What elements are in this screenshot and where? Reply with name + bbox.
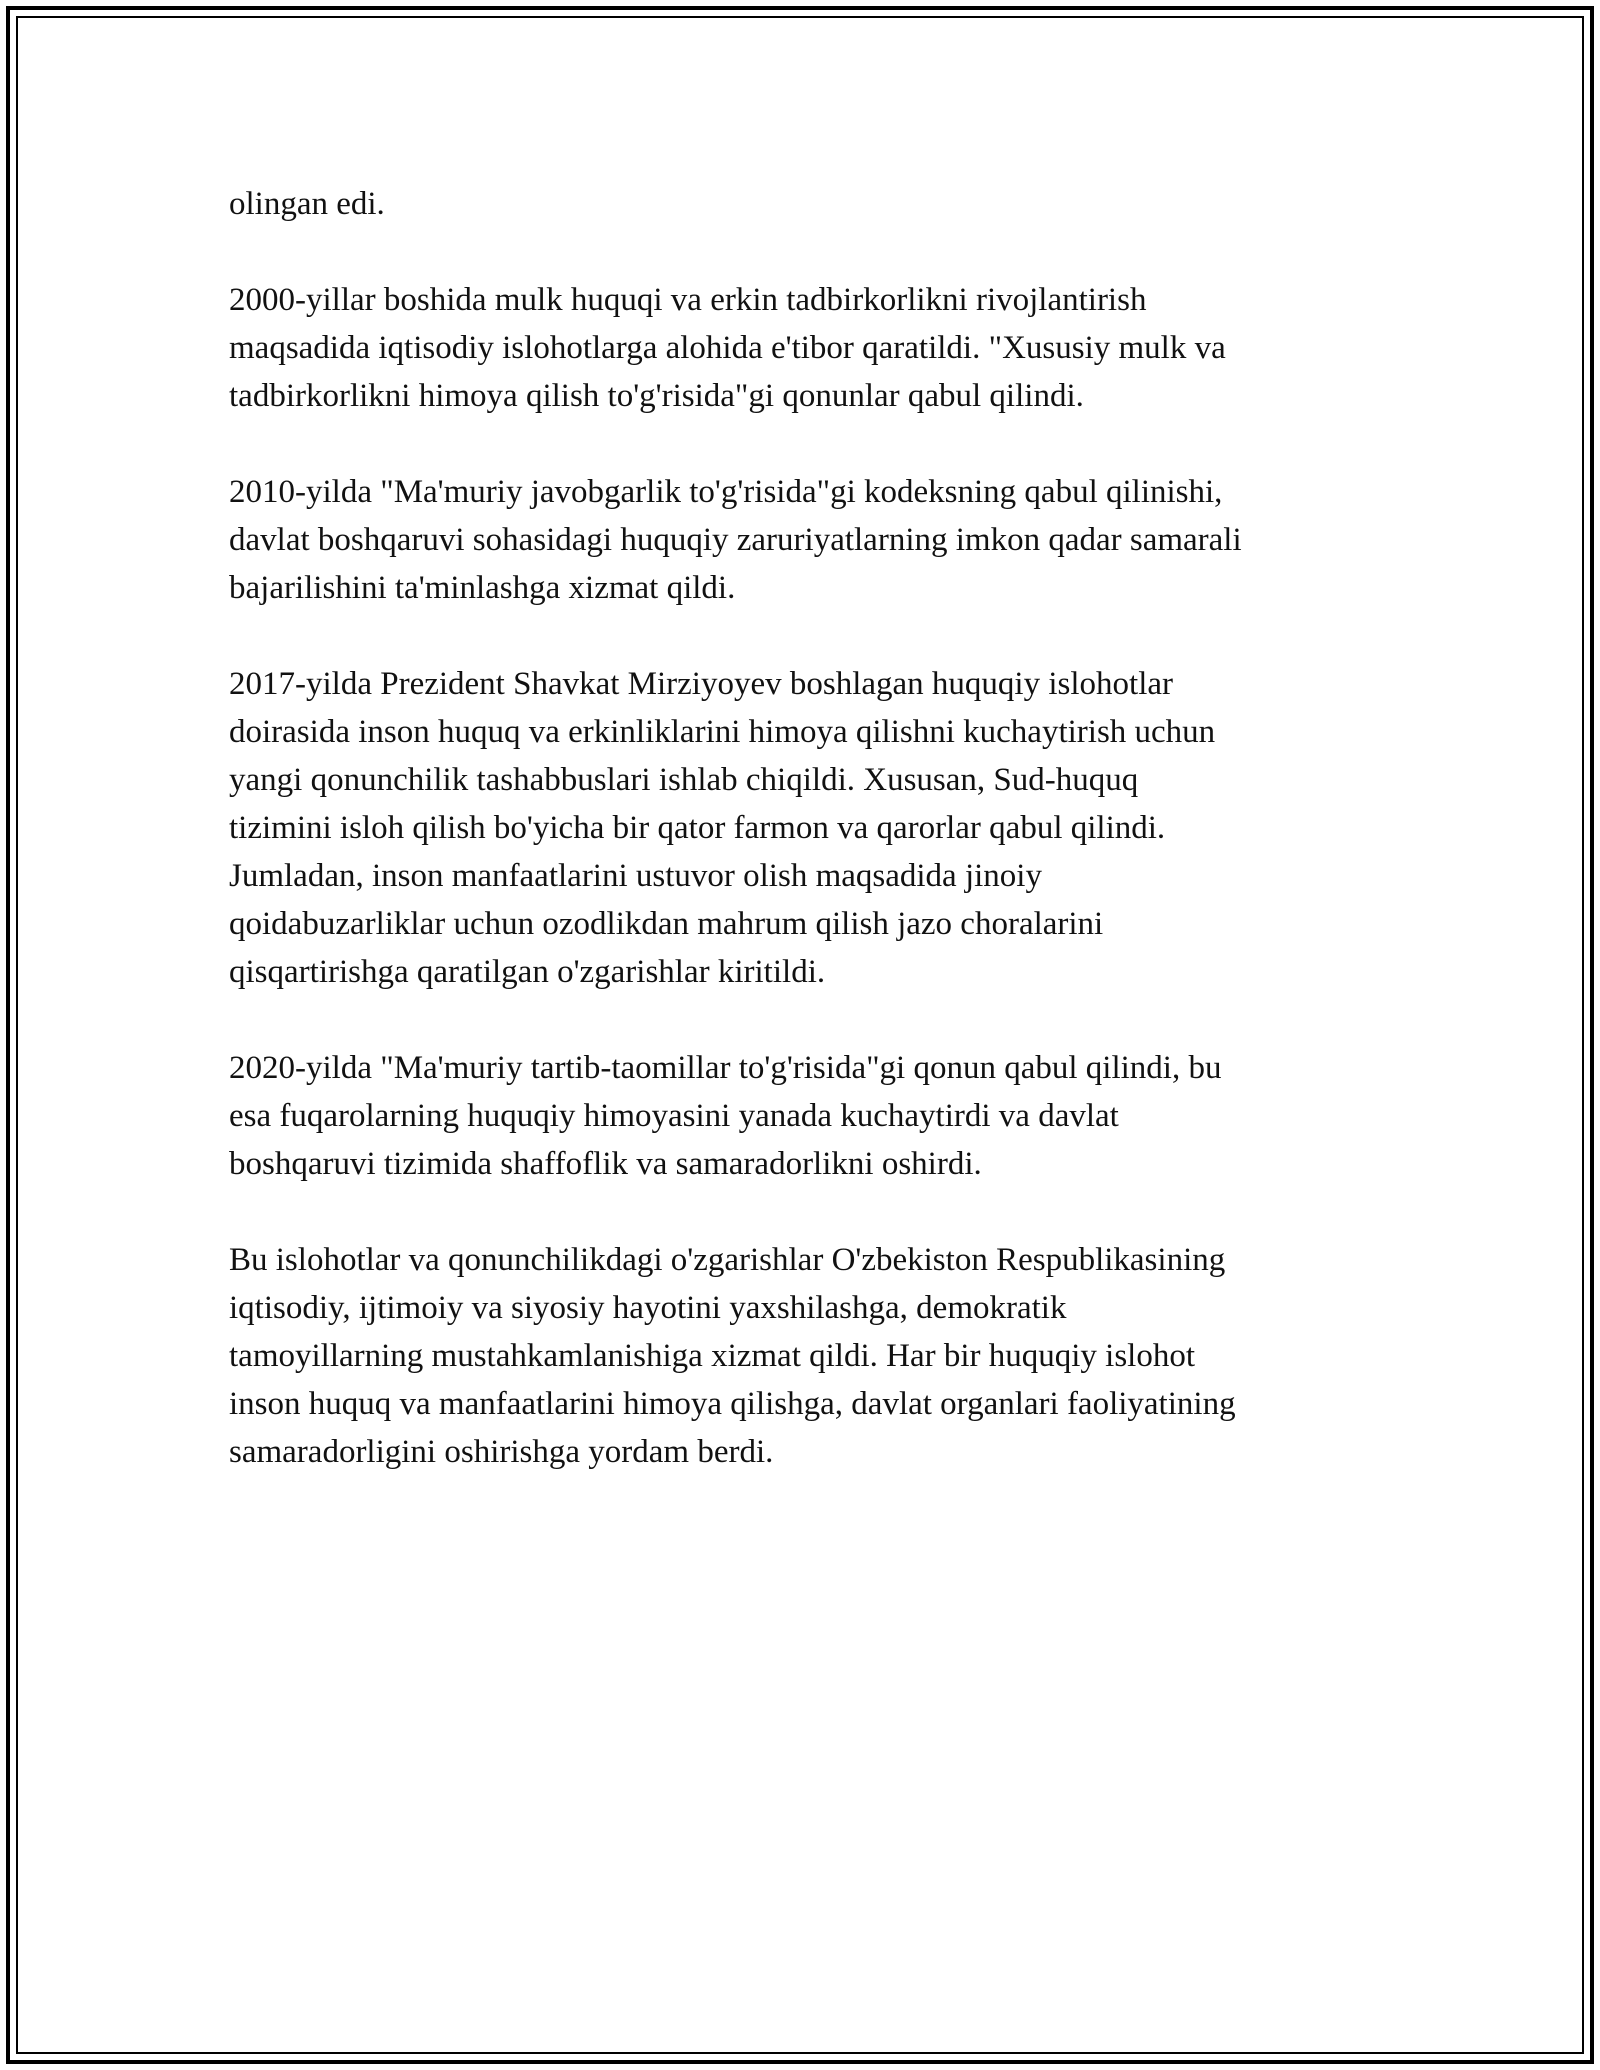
- paragraph-conclusion: Bu islohotlar va qonunchilikdagi o'zgarishlar O'zbekiston Respublikasining iqtisodiy, ijtimoiy va siyosiy hayotini yaxshilashga, demokratik tamoyillarning mustahkamlanishiga xizmat qildi. Har bir huquqiy islohot inson huquq va manfaatlarini himoya qilishga, davlat organlari faoliyatining samaradorligini oshirishga yordam berdi.: [229, 1242, 1236, 1470]
- paragraph-2017: 2017-yilda Prezident Shavkat Mirziyoyev boshlagan huquqiy islohotlar doirasida inson huquq va erkinliklarini himoya qilishni kuchaytirish uchun yangi qonunchilik tashabbuslari ishlab chiqildi. Xususan, Sud-huquq tizimini isloh qilish bo'yicha bir qator farmon va qarorlar qabul qilindi. Jumladan, inson manfaatlarini ustuvor olish maqsadida jinoiy qoidabuzarliklar uchun ozodlikdan mahrum qilish jazo choralarini qisqartirishga qaratilgan o'zgarishlar kiritildi.: [229, 666, 1216, 990]
- paragraph-continuation: olingan edi.: [229, 186, 385, 222]
- paragraph-2010: 2010-yilda "Ma'muriy javobgarlik to'g'risida"gi kodeksning qabul qilinishi, davlat boshqaruvi sohasidagi huquqiy zaruriyatlarning imkon qadar samarali bajarilishini ta'minlashga xizmat qildi.: [229, 474, 1242, 606]
- document-body: [229, 180, 1379, 1524]
- paragraph-2020: 2020-yilda "Ma'muriy tartib-taomillar to'g'risida"gi qonun qabul qilindi, bu esa fuqarolarning huquqiy himoyasini yanada kuchaytirdi va davlat boshqaruvi tizimida shaffoflik va samaradorlikni oshirdi.: [229, 1050, 1222, 1182]
- paragraph-2000s: 2000-yillar boshida mulk huquqi va erkin tadbirkorlikni rivojlantirish maqsadida iqtisodiy islohotlarga alohida e'tibor qaratildi. "Xususiy mulk va tadbirkorlikni himoya qilish to'g'risida"gi qonunlar qabul qilindi.: [229, 282, 1226, 414]
